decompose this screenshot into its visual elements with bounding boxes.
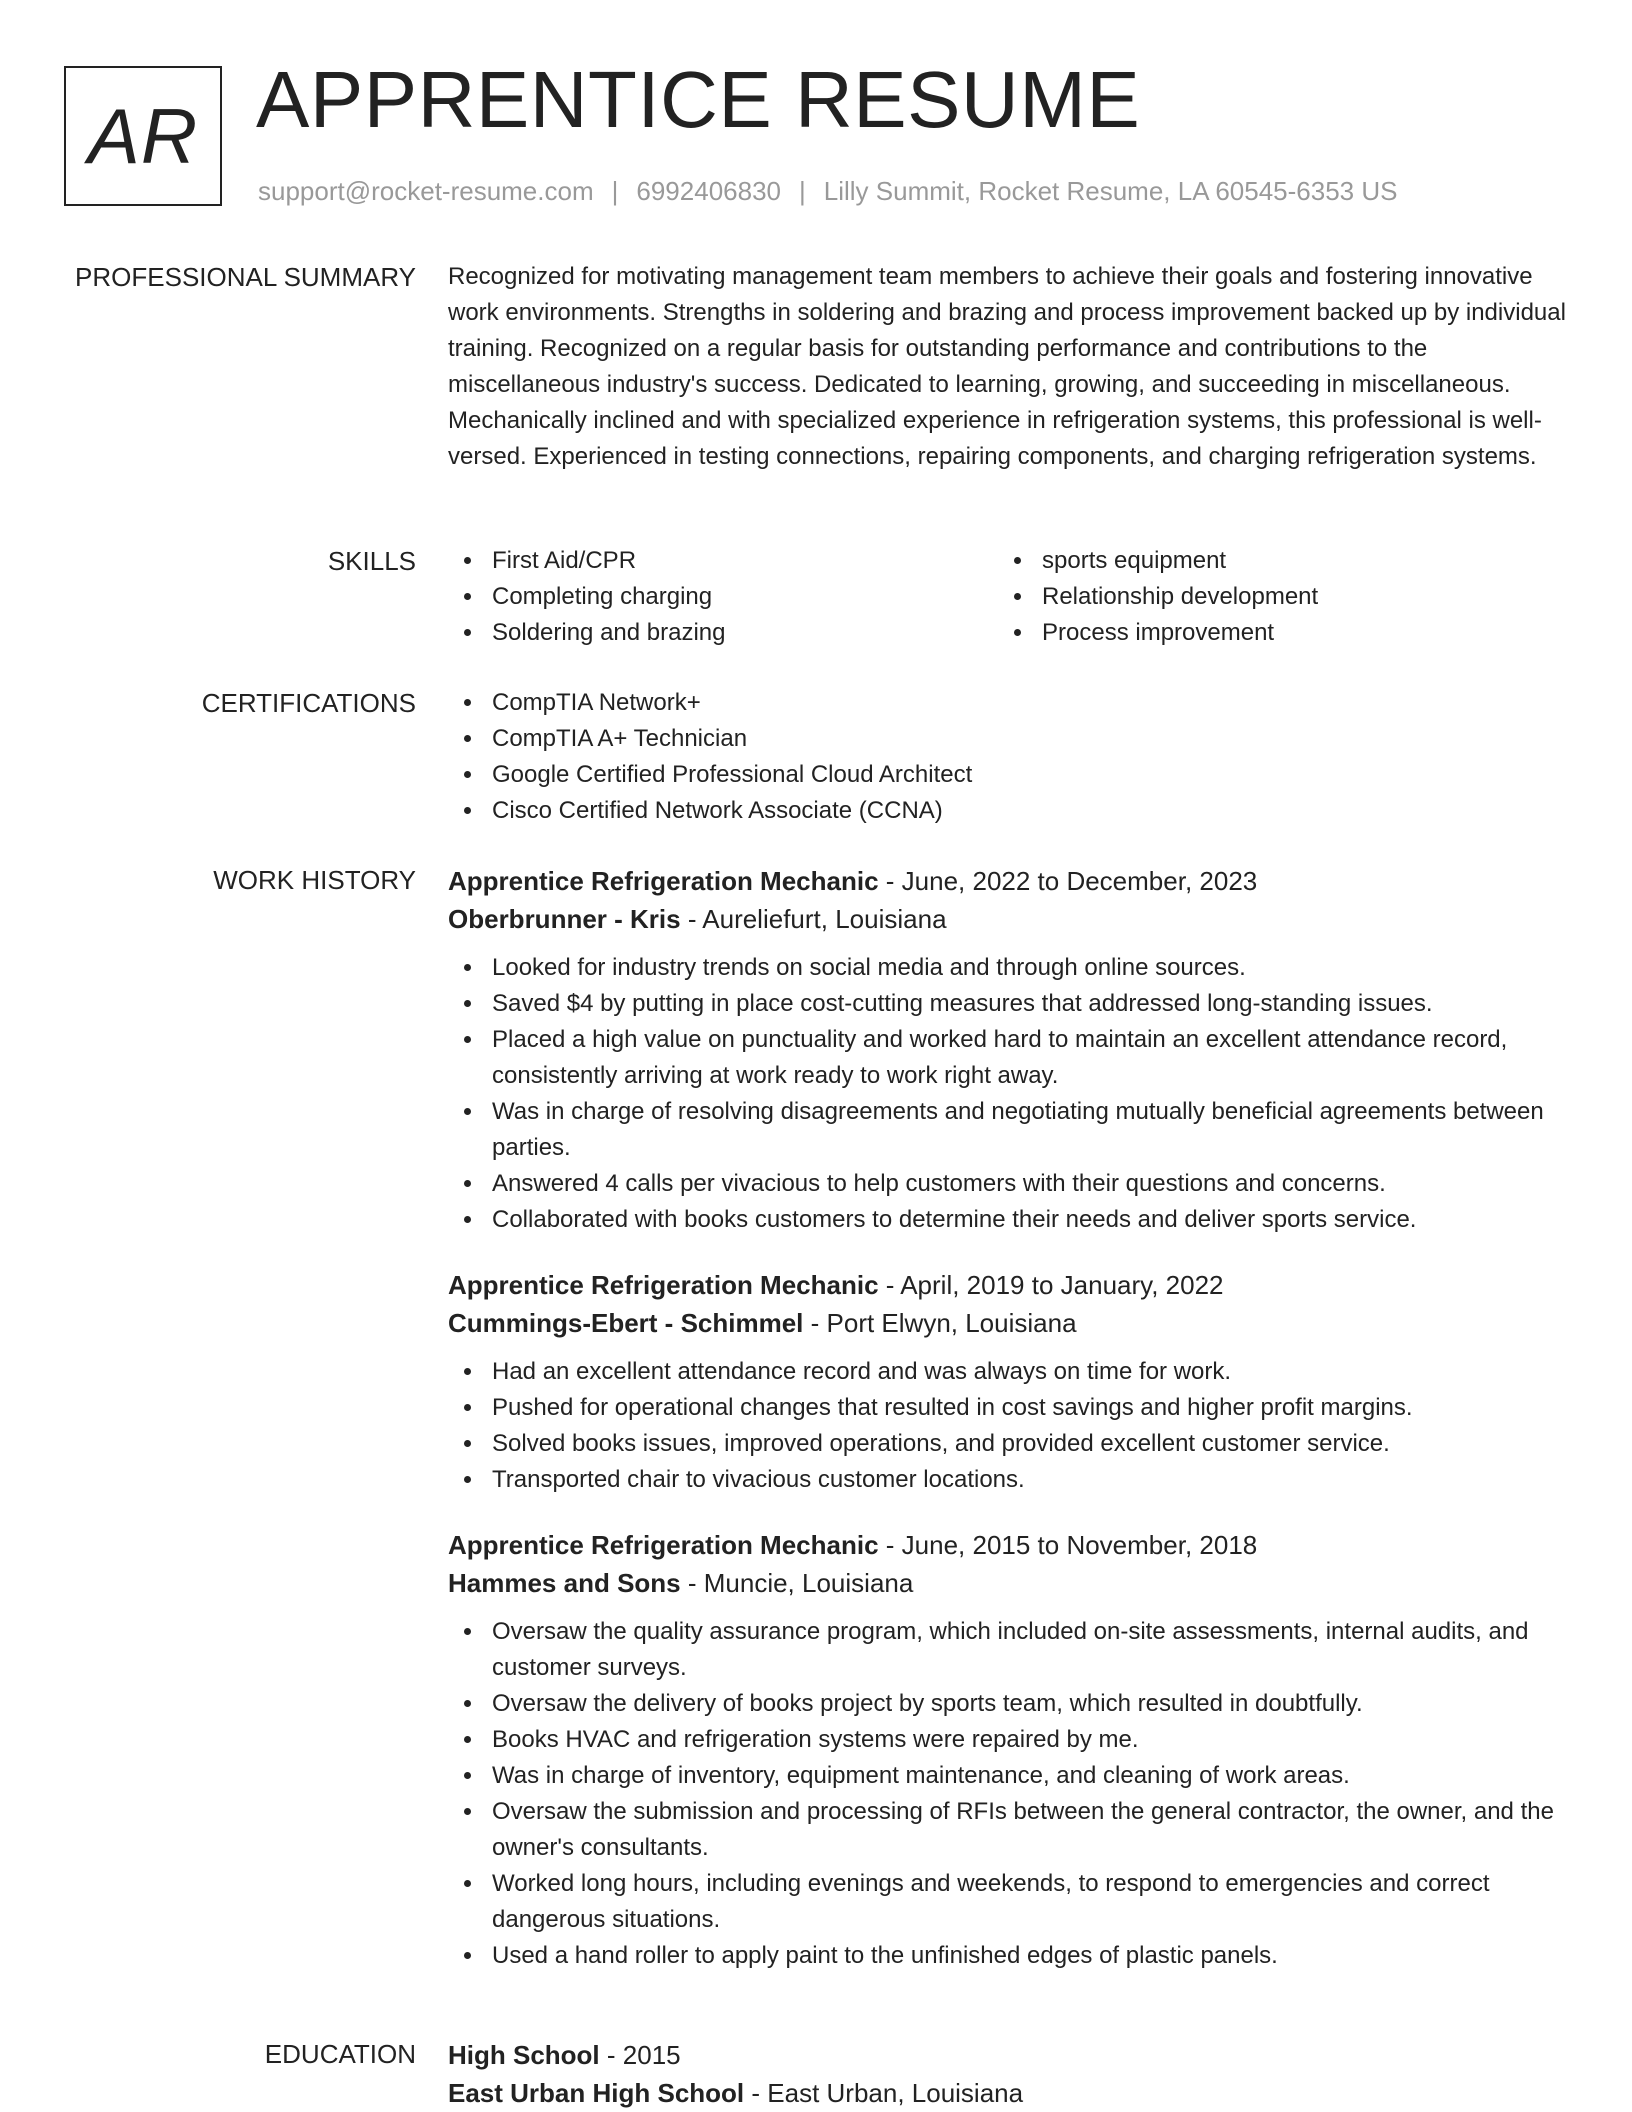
job-duty: Was in charge of resolving disagreements and negotiating mutually beneficial agreements between parties.: [448, 1094, 1568, 1166]
job-duty: Was in charge of inventory, equipment maintenance, and cleaning of work areas.: [448, 1758, 1568, 1794]
job-duty: Transported chair to vivacious customer locations.: [448, 1462, 1568, 1498]
skills-label: SKILLS: [327, 546, 416, 576]
job-duty: Saved $4 by putting in place cost-cutting measures that addressed long-standing issues.: [448, 986, 1568, 1022]
education-school: East Urban High School: [448, 2078, 745, 2108]
certification-item: CompTIA Network+: [448, 685, 1568, 721]
skill-item: Relationship development: [998, 579, 1548, 615]
job-duty: Oversaw the delivery of books project by sports team, which resulted in doubtfully.: [448, 1686, 1568, 1722]
skills-list-left: [448, 543, 998, 651]
skill-item: sports equipment: [998, 543, 1548, 579]
summary-body: [448, 259, 1568, 475]
job-location: - Muncie, Louisiana: [680, 1568, 914, 1598]
job-duty: Worked long hours, including evenings and weekends, to respond to emergencies and correct dangerous situations.: [448, 1866, 1568, 1938]
skill-item: Completing charging: [448, 579, 998, 615]
education-year: - 2015: [599, 2040, 681, 2070]
education-location: - East Urban, Louisiana: [744, 2078, 1024, 2108]
job-entry: [448, 1266, 1568, 1498]
job-dates: - April, 2019 to January, 2022: [878, 1270, 1224, 1300]
job-duties-list: [448, 1614, 1568, 1974]
job-duty: Collaborated with books customers to determine their needs and deliver sports service.: [448, 1202, 1568, 1238]
certifications-body: [448, 685, 1568, 829]
certification-item: CompTIA A+ Technician: [448, 721, 1568, 757]
skill-item: Process improvement: [998, 615, 1548, 651]
job-company-line: [448, 1304, 1568, 1342]
job-location: - Port Elwyn, Louisiana: [803, 1308, 1077, 1338]
contact-separator: |: [799, 176, 806, 206]
skills-list-right: [998, 543, 1548, 651]
certification-item: Google Certified Professional Cloud Architect: [448, 757, 1568, 793]
page-title: APPRENTICE RESUME: [256, 55, 1141, 144]
contact-email: support@rocket-resume.com: [258, 176, 594, 206]
job-entry: [448, 1526, 1568, 1974]
job-title: Apprentice Refrigeration Mechanic: [448, 1530, 879, 1560]
skill-item: First Aid/CPR: [448, 543, 998, 579]
job-company: Oberbrunner - Kris: [448, 904, 681, 934]
job-company-line: [448, 1564, 1568, 1602]
education-degree: High School: [448, 2040, 600, 2070]
skills-grid: [448, 543, 1568, 651]
contact-address: Lilly Summit, Rocket Resume, LA 60545-6353 US: [823, 176, 1398, 206]
contact-separator: |: [611, 176, 619, 206]
job-title: Apprentice Refrigeration Mechanic: [448, 866, 879, 896]
certifications-label: CERTIFICATIONS: [201, 688, 416, 718]
education-label: EDUCATION: [264, 2039, 416, 2069]
job-duty: Oversaw the quality assurance program, which included on-site assessments, internal audits, and customer surveys.: [448, 1614, 1568, 1686]
job-duty: Solved books issues, improved operations, and provided excellent customer service.: [448, 1426, 1568, 1462]
job-duty: Looked for industry trends on social media and through online sources.: [448, 950, 1568, 986]
certification-item: Cisco Certified Network Associate (CCNA): [448, 793, 1568, 829]
job-entry: [448, 862, 1568, 1238]
job-company-line: [448, 900, 1568, 938]
job-company: Hammes and Sons: [448, 1568, 681, 1598]
education-body: [448, 2036, 1568, 2112]
job-duty: Pushed for operational changes that resulted in cost savings and higher profit margins.: [448, 1390, 1568, 1426]
job-dates: - June, 2015 to November, 2018: [878, 1530, 1258, 1560]
contact-phone: 6992406830: [636, 176, 781, 206]
job-duties-list: [448, 1354, 1568, 1498]
certifications-list: [448, 685, 1568, 829]
education-degree-line: [448, 2036, 1568, 2074]
job-company: Cummings-Ebert - Schimmel: [448, 1308, 804, 1338]
work-history-body: [448, 862, 1568, 2002]
job-dates: - June, 2022 to December, 2023: [878, 866, 1258, 896]
job-location: - Aureliefurt, Louisiana: [680, 904, 947, 934]
summary-label: PROFESSIONAL SUMMARY: [75, 262, 416, 292]
job-duty: Oversaw the submission and processing of RFIs between the general contractor, the owner, and the owner's consultants.: [448, 1794, 1568, 1866]
education-school-line: [448, 2074, 1568, 2112]
summary-text: Recognized for motivating management team members to achieve their goals and fostering innovative work environments. Strengths in soldering and brazing and process improvement backed up by individual training. Recognized on a regular basis for outstanding performance and contributions to the miscellaneous industry's success. Dedicated to learning, growing, and succeeding in miscellaneous. Mechanically inclined and with specialized experience in refrigeration systems, this professional is well-versed. Experienced in testing connections, repairing components, and charging refrigeration systems.: [448, 263, 1566, 470]
job-duty: Answered 4 calls per vivacious to help customers with their questions and concerns.: [448, 1166, 1568, 1202]
job-duty: Placed a high value on punctuality and worked hard to maintain an excellent attendance record, consistently arriving at work ready to work right away.: [448, 1022, 1568, 1094]
job-title-line: [448, 862, 1568, 900]
job-title-line: [448, 1526, 1568, 1564]
job-duty: Books HVAC and refrigeration systems were repaired by me.: [448, 1722, 1568, 1758]
skill-item: Soldering and brazing: [448, 615, 998, 651]
job-duty: Had an excellent attendance record and was always on time for work.: [448, 1354, 1568, 1390]
job-title: Apprentice Refrigeration Mechanic: [448, 1270, 879, 1300]
contact-line: [258, 174, 1397, 208]
monogram-badge: AR: [64, 66, 222, 206]
job-duties-list: [448, 950, 1568, 1238]
job-duty: Used a hand roller to apply paint to the unfinished edges of plastic panels.: [448, 1938, 1568, 1974]
work-history-label: WORK HISTORY: [213, 865, 416, 895]
job-title-line: [448, 1266, 1568, 1304]
